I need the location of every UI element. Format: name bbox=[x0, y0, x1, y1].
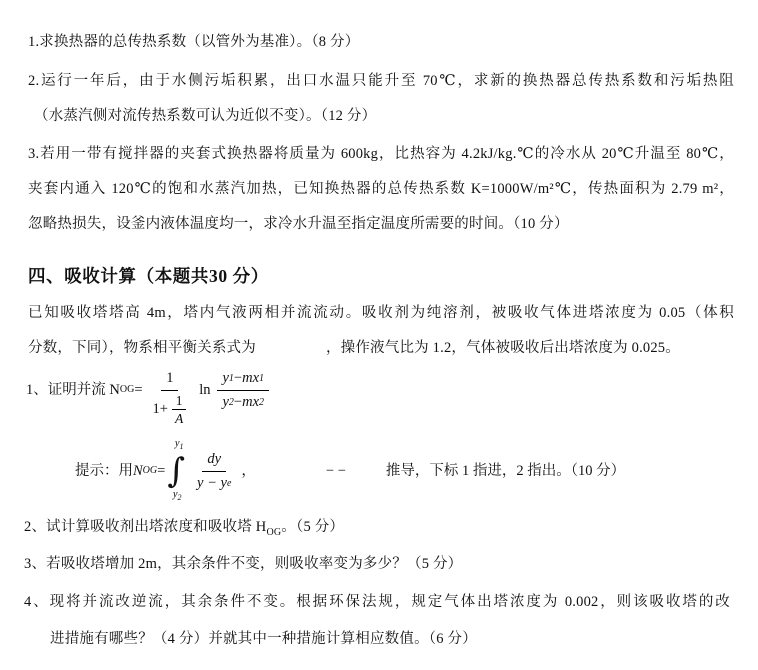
fraction-absorption-factor bbox=[148, 368, 193, 426]
hint-tail: 推导，下标 1 指进，2 指出。（10 分） bbox=[385, 463, 626, 480]
heat-question-2-line-2: （水蒸汽侧对流传热系数可认为近似不变）。（12 分） bbox=[34, 108, 377, 124]
absorption-intro-line-1: 已知吸收塔塔高 4m，塔内气液两相并流流动。吸收剂为纯溶剂，被吸收气体进塔浓度为 0.05（体积 bbox=[28, 305, 734, 321]
heat-question-2-line-1: 2.运行一年后，由于水侧污垢积累，出口水温只能升至 70℃，求新的换热器总传热系数和污垢热阻 bbox=[28, 73, 734, 89]
absorption-question-4-line-1: 4、现将并流改逆流，其余条件不变。根据环保法规，规定气体出塔浓度为 0.002，则该吸收塔的改 bbox=[24, 594, 730, 610]
driving-force-numerator bbox=[217, 368, 269, 391]
absorption-question-4-line-2: 进措施有哪些？（4 分）并就其中一种措施计算相应数值。（6 分） bbox=[50, 631, 477, 647]
question-2-text: 2、试计算吸收剂出塔浓度和吸收塔 H bbox=[24, 519, 267, 535]
subscript-1: 1 bbox=[259, 372, 265, 384]
inner-denominator: A bbox=[174, 411, 184, 426]
absorption-question-3: 3、若吸收塔增加 2m，其余条件不变，则吸收率变为多少？（5 分） bbox=[24, 556, 463, 572]
hint-label: 提示：用 bbox=[75, 463, 133, 480]
equals-sign: = bbox=[157, 463, 166, 480]
y-symbol: y bbox=[174, 438, 180, 449]
y-symbol: y bbox=[172, 489, 178, 501]
hog-subscript: OG bbox=[266, 526, 282, 538]
mx-symbol: mx bbox=[242, 370, 260, 386]
subscript-1: 1 bbox=[228, 372, 234, 384]
subscript-2: 2 bbox=[177, 493, 182, 503]
absorption-question-2 bbox=[24, 517, 344, 538]
section-4-title: 四、吸收计算（本题共30 分） bbox=[28, 266, 269, 286]
intro-line-2-post: ，操作液气比为 1.2，气体被吸收后出塔浓度为 0.025。 bbox=[325, 340, 680, 356]
inner-numerator: 1 bbox=[172, 393, 187, 410]
fraction-driving-force bbox=[217, 368, 269, 412]
mx-symbol: mx bbox=[242, 394, 260, 410]
nog-subscript: OG bbox=[119, 384, 135, 395]
formula-nog-lead: 1、证明并流 N bbox=[26, 382, 120, 398]
integrand-denominator bbox=[192, 472, 236, 493]
y-symbol: y bbox=[222, 394, 229, 410]
absorption-question-1-formula bbox=[26, 354, 274, 426]
subscript-2: 2 bbox=[228, 396, 234, 408]
nog-subscript: OG bbox=[142, 465, 158, 477]
integral-upper-limit bbox=[175, 438, 184, 453]
integral-lower-limit bbox=[173, 489, 182, 504]
fraction-numerator: 1 bbox=[161, 368, 178, 391]
integral bbox=[167, 438, 185, 504]
equals-sign: = bbox=[134, 382, 143, 398]
integrand-fraction bbox=[192, 449, 236, 493]
denominator-prefix: 1+ bbox=[152, 401, 168, 417]
integral-sign: ∫ bbox=[167, 451, 186, 492]
intro-line-2-pre: 分数，下同），物系相平衡关系式为 bbox=[28, 340, 256, 356]
fraction-1-over-A bbox=[171, 393, 187, 426]
heat-question-3-line-1: 3.若用一带有搅拌器的夹套式换热器将质量为 600kg，比热容为 4.2kJ/kg.℃的冷水从 20℃升温至 80℃， bbox=[28, 146, 734, 162]
heat-question-3-line-2: 夹套内通入 120℃的饱和水蒸汽加热，已知换热器的总传热系数 K=1000W/m²℃，传热面积为 2.79 m²， bbox=[28, 181, 734, 197]
integrand-numerator: dy bbox=[202, 449, 226, 472]
subscript-e: e bbox=[226, 477, 232, 489]
ln-operator: ln bbox=[199, 382, 211, 398]
comma: ， bbox=[241, 463, 256, 480]
heat-question-1: 1.求换热器的总传热系数（以管外为基准）。（8 分） bbox=[28, 34, 360, 50]
subscript-1: 1 bbox=[179, 442, 184, 452]
nog-symbol: N bbox=[133, 463, 143, 480]
fraction-denominator bbox=[148, 391, 193, 426]
question-2-score: 。（5 分） bbox=[281, 519, 345, 535]
subscript-2: 2 bbox=[259, 396, 265, 408]
dash-placeholder: − − bbox=[325, 463, 346, 480]
y-symbol: y bbox=[222, 370, 229, 386]
hint-line bbox=[75, 438, 625, 504]
minus-operator: − bbox=[233, 394, 243, 410]
y-minus-ye: y − y bbox=[197, 475, 227, 492]
minus-operator: − bbox=[233, 370, 243, 386]
heat-question-3-line-3: 忽略热损失，设釜内液体温度均一，求冷水升温至指定温度所需要的时间。（10 分） bbox=[28, 216, 569, 232]
driving-force-denominator bbox=[217, 391, 269, 412]
